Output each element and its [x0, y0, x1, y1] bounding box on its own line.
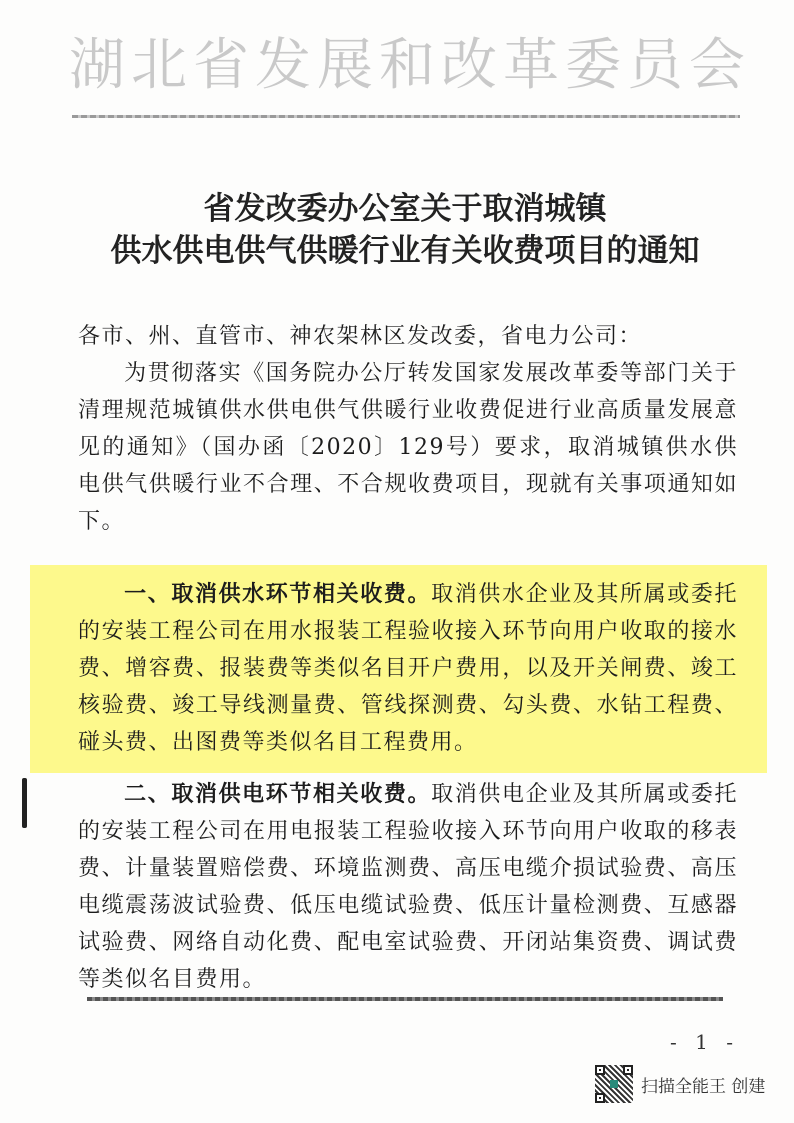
title-line-2: 供水供电供气供暖行业有关收费项目的通知 [110, 233, 700, 269]
qr-code-icon [595, 1065, 633, 1103]
section-1-heading: 一、取消供水环节相关收费。 [124, 582, 432, 607]
section-1-body: 取消供水企业及其所属或委托的安装工程公司在用水报装工程验收接入环节向用户收取的接水费、增容费、报装费等类似名目开户费用，以及开关闸费、竣工核验费、竣工导线测量费、管线探测费、勾头费、水钻工程费、碰头费、出图费等类似名目工程费用。 [78, 582, 738, 755]
footer-rule [87, 997, 723, 1001]
salutation: 各市、州、直管市、神农架林区发改委，省电力公司： [78, 324, 643, 349]
section-2-body: 取消供电企业及其所属或委托的安装工程公司在用电报装工程验收接入环节向用户收取的移表费、计量装置赔偿费、环境监测费、高压电缆介损试验费、高压电缆震荡波试验费、低压电缆试验费、低压计量检测费、互感器试验费、网络自动化费、配电室试验费、开闭站集资费、调试费等类似名目费用。 [78, 782, 738, 992]
section-2-paragraph [78, 776, 738, 998]
margin-bracket-mark [22, 778, 27, 828]
title-line-1: 省发改委办公室关于取消城镇 [203, 191, 607, 227]
scanner-watermark [595, 1065, 765, 1103]
letterhead-organization: 湖北省发展和改革委员会 [69, 33, 751, 98]
section-1-paragraph [78, 576, 738, 761]
watermark-text: 扫描全能王 创建 [641, 1076, 766, 1097]
letterhead-rule [72, 115, 740, 118]
intro-text: 为贯彻落实《国务院办公厅转发国家发展改革委等部门关于清理规范城镇供水供电供气供暖行业收费促进行业高质量发展意见的通知》（国办函〔2020〕129号）要求，取消城镇供水供电供气供暖行业不合理、不合规收费项目，现就有关事项通知如下。 [78, 361, 738, 534]
page-number: - 1 - [670, 1030, 739, 1054]
document-title [60, 188, 750, 272]
intro-paragraph [78, 355, 738, 540]
section-2-heading: 二、取消供电环节相关收费。 [124, 782, 432, 807]
